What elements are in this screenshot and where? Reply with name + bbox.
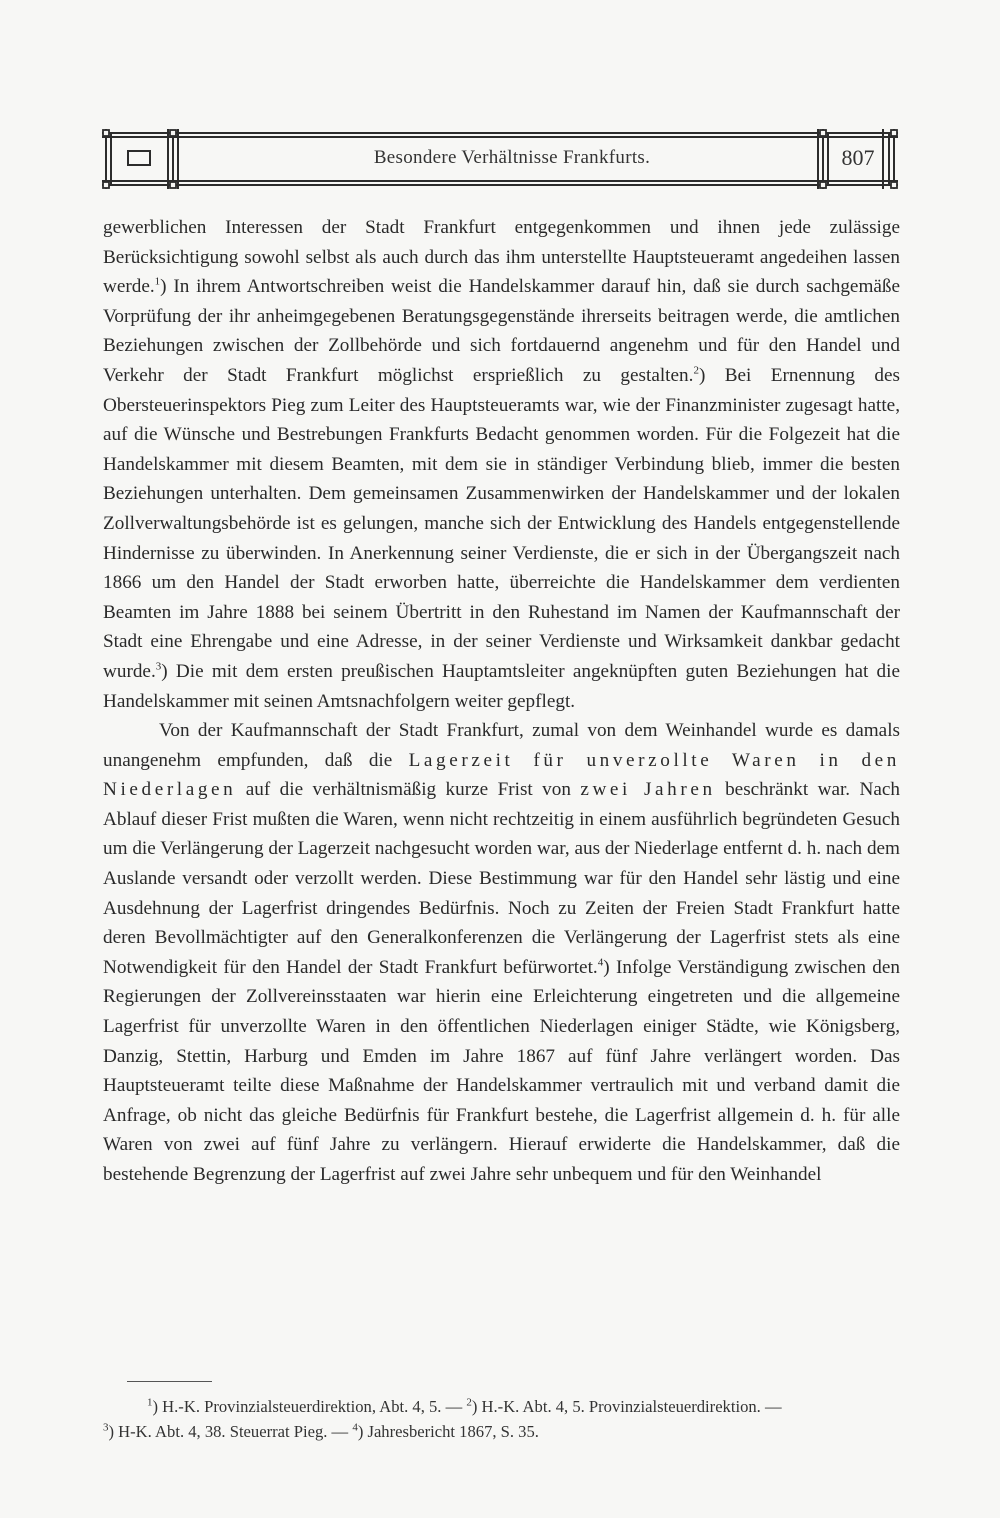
- footnote-ref[interactable]: 1: [154, 275, 161, 288]
- page-header: [102, 127, 898, 191]
- body-text: [103, 213, 900, 1190]
- footnote-mark: 4: [352, 1421, 358, 1434]
- text-run: ) In ihrem Antwortschreiben weist die Handelskammer darauf hin, daß sie durch sachgemäße Vorprüfung der ihr anheimgegebenen Beratungsgegenstände ihrerseits beitragen werde, die amtlichen Beziehungen zwischen der Zollbehörde und sich fortdauernd angenehm und für den Handel und Verkehr der Stadt Frankfurt möglichst ersprießlich zu gestalten.: [103, 276, 900, 386]
- footnote-text: ) H-K. Abt. 4, 38. Steuerrat Pieg. —: [108, 1422, 353, 1441]
- text-run: auf die verhältnismäßig kurze Frist von: [236, 779, 581, 801]
- paragraph: [103, 716, 900, 1190]
- text-run: beschränkt war. Nach Ablauf dieser Frist mußten die Waren, wenn nicht rechtzeitig in einem ausführlich begründeten Gesuch um die Verlängerung der Lagerzeit nachgesucht worden war, aus der Niederlage entfernt d. h. nach dem Auslande versandt oder verzollt werden. Diese Bestimmung war für den Handel sehr lästig und eine Ausdehnung der Lagerfrist dringendes Bedürfnis. Noch zu Zeiten der Freien Stadt Frankfurt hatte deren Bevollmächtigter auf den Generalkonferenzen die Verlängerung der Lagerfrist stets als eine Notwendigkeit für den Handel der Stadt Frankfurt befürwortet.: [103, 779, 900, 978]
- text-run: ) Infolge Verständigung zwischen den Regierungen der Zollvereinsstaaten war hierin eine Erleichterung eingetreten und die allgemeine Lagerfrist für unverzollte Waren in den öffentlichen Niederlagen einiger Städte, wie Königsberg, Danzig, Stettin, Harburg und Emden im Jahre 1867 auf fünf Jahre verlängert worden. Das Hauptsteueramt teilte diese Maßnahme der Handelskammer vertraulich mit und verband damit die Anfrage, ob nicht das gleiche Bedürfnis für Frankfurt bestehe, die Lagerfrist allgemein d. h. für alle Waren von zwei auf fünf Jahre zu verlängern. Hierauf erwiderte die Handelskammer, daß die bestehende Begrenzung der Lagerfrist auf zwei Jahre sehr unbequem und für den Weinhandel: [103, 956, 900, 1185]
- footnotes: [103, 1394, 900, 1444]
- footnote-text: ) H.-K. Abt. 4, 5. Provinzialsteuerdirektion. —: [471, 1397, 782, 1416]
- emphasis-spaced: zwei Jahren: [580, 779, 716, 801]
- text-run: ) Bei Ernennung des Obersteuerinspektors Pieg zum Leiter des Hauptsteueramts war, wie der Finanzminister zugesagt hatte, auf die Wünsche und Bestrebungen Frankfurts Bedacht genommen worden. Für die Folgezeit hat die Handelskammer mit diesem Beamten, mit dem sie in ständiger Verbindung blieb, immer die besten Beziehungen unterhalten. Dem gemeinsamen Zusammenwirken der Handelskammer und der lokalen Zollverwaltungsbehörde ist es gelungen, manche sich der Entwicklung des Handels entgegenstellende Hindernisse zu überwinden. In Anerkennung seiner Verdienste, die er sich in der Übergangszeit nach 1866 um den Handel der Stadt erworben hatte, überreichte die Handelskammer dem verdienten Beamten im Jahre 1888 bei seinem Übertritt in den Ruhestand im Namen der Kaufmannschaft der Stadt eine Ehrengabe und eine Adresse, in der seiner Verdienste und Wirksamkeit dankbar gedacht wurde.: [103, 364, 900, 682]
- footnote-line: [103, 1419, 900, 1444]
- footnote-separator: [127, 1381, 212, 1382]
- footnote-line: [103, 1394, 900, 1419]
- text-run: Von der Kaufmannschaft der Stadt Frankfurt, zumal von dem Weinhandel wurde es damals unangenehm empfunden, daß die: [103, 720, 900, 771]
- emphasis-spaced: Lagerzeit für unverzollte Waren in den Niederlagen: [103, 749, 900, 801]
- text-run: gewerblichen Interessen der Stadt Frankfurt entgegenkommen und ihnen jede zulässige Berücksichtigung sowohl selbst als auch durch das ihm unterstellte Hauptsteueramt angedeihen lassen werde.: [103, 217, 900, 298]
- footnote-ref[interactable]: 4: [597, 956, 604, 969]
- footnote-ref[interactable]: 2: [693, 364, 699, 377]
- footnote-text: ) H.-K. Provinzialsteuerdirektion, Abt. 4, 5. —: [152, 1397, 467, 1416]
- page-number: 807: [841, 145, 875, 170]
- footnote-ref[interactable]: 3: [155, 660, 162, 673]
- footnote-mark: 3: [103, 1421, 109, 1434]
- text-run: ) Die mit dem ersten preußischen Hauptamtsleiter angeknüpften guten Beziehungen hat die Handelskammer mit seinen Amtsnachfolgern weiter gepflegt.: [103, 660, 900, 712]
- footnote-text: ) Jahresbericht 1867, S. 35.: [357, 1422, 539, 1441]
- paragraph: [103, 213, 900, 716]
- running-title: Besondere Verhältnisse Frankfurts.: [373, 147, 651, 168]
- footnote-mark: 1: [147, 1396, 153, 1409]
- footnote-mark: 2: [466, 1396, 472, 1409]
